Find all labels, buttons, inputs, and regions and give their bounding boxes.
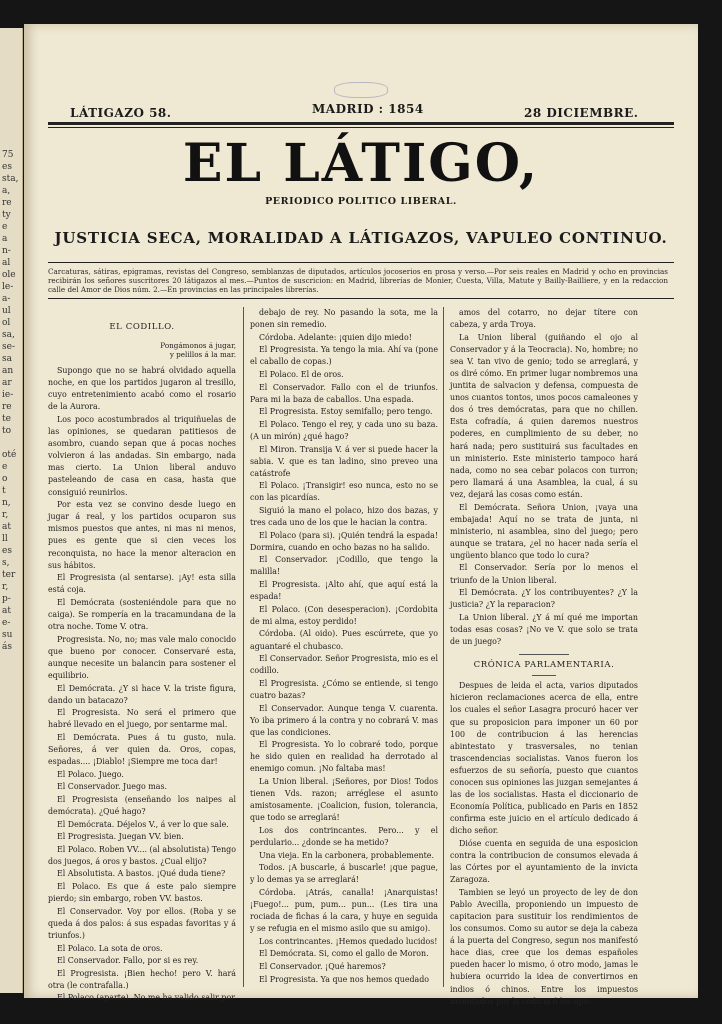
- masthead-subtitle: PERIODICO POLITICO LIBERAL.: [265, 196, 457, 207]
- paragraph: El Polaco. Tengo el rey, y cada uno su baza. (A un mirón) ¿qué hago?: [250, 419, 438, 441]
- epigraph-line: y pelillos á la mar.: [169, 350, 236, 360]
- subscription-rule-bottom: [48, 298, 674, 299]
- prev-page-fragment: ole: [2, 270, 16, 280]
- paragraph: El Conservador. Fallo, por si es rey.: [57, 956, 199, 966]
- prev-page-fragment: at: [2, 606, 11, 616]
- paragraph: El Conservador. Voy por ellos. (Roba y se queda á dos palos: á sus espadas favoritas y á triunfos.): [48, 906, 236, 940]
- prev-page-fragment: re: [2, 402, 12, 412]
- paragraph: El Polaco (aparte). No me ha valido salir por: [57, 993, 235, 1003]
- paragraph: Despues de leida el acta, varios diputados hicieron reclamaciones acerca de ella, entre los cuales el señor Lasagra procuró hacer ver que su proposicion para imponer un 60 por 100 de contribucion á las herencias abintestato y trasversales, no tenian trascendencias socialistas. Vanos fueron los esfuerzos de su señoría, puesto que cuantos conocen sus opiniones las juzgan semejantes á las de los socialistas. Hasta el diccionario de Economía Política, publicado en Paris en 1852 confirma este juicio en el artículo dedicado á dicho señor.: [450, 681, 638, 836]
- paragraph: El Polaco. La sota de oros.: [57, 943, 163, 953]
- paragraph: Los contrincantes. ¡Hemos quedado lucidos!: [259, 936, 438, 946]
- paragraph: El Progresista. Juegan VV. bien.: [57, 832, 184, 842]
- prev-page-fragment: oté: [2, 450, 17, 460]
- prev-page-fragment: ie-: [2, 390, 14, 400]
- paragraph: El Conservador. ¡Qué haremos?: [259, 961, 386, 971]
- paragraph: Los poco acostumbrados al triquiñuelas de las opiniones, se quedaran patitiesos de asombro, cuando sepan que á pocas noches volvieron á las andadas. Sin embargo, nada mas cierto. La Union liberal anduvo pasteleando de casa en casa, hasta que consiguió reunirlos.: [48, 414, 236, 497]
- prev-page-fragment: ás: [2, 642, 12, 652]
- paragraph: El Progresista. Ya tengo la mia. Ahí va (pone el caballo de copas.): [250, 345, 438, 367]
- prev-page-fragment: es: [2, 546, 12, 556]
- article-column-1: [48, 307, 236, 1003]
- article-column-2: [250, 307, 438, 997]
- masthead-title: EL LÁTIGO,: [182, 133, 540, 194]
- prev-page-fragment: se-: [2, 342, 15, 352]
- column-divider: [243, 307, 244, 987]
- section-heading: CRÓNICA PARLAMENTARIA.: [473, 660, 615, 671]
- paragraph: Una vieja. En la carbonera, probablemente.: [259, 850, 434, 860]
- epigraph-line: Pongámonos á jugar,: [160, 341, 236, 351]
- paragraph: Córdoba. ¡Atrás, canalla! ¡Anarquistas! ¡Fuego!... pum, pum... pun... (Les tira una rociada de fichas á la cara, y huye en seguida y se refugia en el mismo asilo que su amigo).: [250, 887, 438, 934]
- prev-page-fragment: ty: [2, 210, 11, 220]
- paragraph: El Polaco. Juego.: [57, 769, 124, 779]
- newspaper-page: [24, 24, 698, 1006]
- prev-page-fragment: e: [2, 222, 8, 232]
- paragraph: El Conservador. ¡Codillo, que tengo la malilla!: [250, 555, 438, 577]
- library-stamp: [334, 82, 388, 98]
- prev-page-fragment: n,: [2, 498, 11, 508]
- header-rule-top: [48, 122, 674, 125]
- masthead-motto: JUSTICIA SECA, MORALIDAD A LÁTIGAZOS, VAPULEO CONTINUO.: [54, 229, 668, 247]
- paragraph: Todos. ¡A buscarle, á buscarle! ¡que pague, y lo demas ya se arreglará!: [250, 863, 438, 885]
- section-rule: [519, 654, 569, 655]
- paragraph: El Conservador. Fallo con el de triunfos. Para mi la baza de caballos. Una espada.: [250, 382, 438, 404]
- paragraph: El Demócrata. Pues á tu gusto, nula. Señores, á ver quien da. Oros, copas, espadas.... ¡Diablo! ¡Siempre me toca dar!: [48, 732, 236, 767]
- prev-page-fragment: 75: [2, 150, 14, 160]
- paragraph: El Progresista. Ya que nos hemos quedado: [259, 974, 430, 984]
- paragraph: Los dos contrincantes. Pero... y el perdulario... ¿donde se ha metido?: [250, 825, 438, 848]
- column-divider: [443, 307, 444, 987]
- paragraph: El Conservador. Juego mas.: [57, 782, 168, 792]
- prev-page-fragment: ar: [2, 378, 12, 388]
- prev-page-fragment: n-: [2, 246, 11, 256]
- paragraph: El Progresista. ¡Alto ahí, que aquí está la espada!: [250, 580, 438, 602]
- paragraph: La Union liberal. ¿Y á mí qué me importan todas esas cosas? ¡No ve V. que solo se trata de un juego?: [450, 612, 638, 647]
- prev-page-fragment: p-: [2, 594, 11, 604]
- prev-page-fragment: to: [2, 426, 12, 436]
- issue-date: 28 DICIEMBRE.: [524, 106, 639, 120]
- city-year: MADRID : 1854: [312, 102, 424, 116]
- paragraph: El Progresista. Yo lo cobraré todo, porque he sido quien en realidad ha derrotado al enemigo comun. ¡No faltaba mas!: [250, 740, 438, 774]
- prev-page-fragment: sa,: [2, 330, 15, 340]
- article-heading: EL CODILLO.: [109, 322, 175, 332]
- paragraph: El Polaco. Es que á este palo siempre pierdo; sin embargo, roben VV. bastos.: [48, 882, 236, 904]
- paragraph: El Polaco (para si). ¡Quién tendrá la espada! Dormira, cuando en ocho bazas no ha salido.: [250, 530, 438, 552]
- prev-page-fragment: a,: [2, 186, 11, 196]
- prev-page-fragment: ol: [2, 318, 11, 328]
- paragraph: El Demócrata. ¿Y los contribuyentes? ¿Y la justicia? ¿Y la reparacion?: [450, 588, 638, 610]
- prev-page-fragment: le-: [2, 282, 14, 292]
- prev-page-fragment: ll: [2, 534, 8, 544]
- paragraph: El Miron. Transija V. á ver si puede hacer la sabia. V. que es tan ladino, sino preveo una catástrofe: [250, 444, 438, 478]
- paragraph: El Conservador. Aunque tenga V. cuarenta. Yo iba primero á la contra y no cobrará V. mas que las condiciones.: [250, 703, 438, 737]
- paragraph: debajo de rey. No pasando la sota, me la ponen sin remedio.: [250, 308, 438, 330]
- issue-number: LÁTIGAZO 58.: [70, 106, 172, 120]
- paragraph: amos del cotarro, no dejar títere con cabeza, y arda Troya.: [450, 308, 638, 330]
- paragraph: El Demócrata. Señora Union, ¡vaya una embajada! Aquí no se trata de junta, ni ministerio, ni asamblea, sino del juego; pero aunque se tratara, ¿el no hacer nada sería el ungüento blanco que todo lo cura?: [450, 502, 638, 560]
- paragraph: Supongo que no se habrá olvidado aquella noche, en que los partidos jugaron al tresillo, cuyo entretenimiento acabó como el rosario de la Aurora.: [48, 366, 236, 412]
- prev-page-fragment: ter: [2, 570, 16, 580]
- prev-page-fragment: r,: [2, 510, 9, 520]
- prev-page-fragment: te: [2, 414, 11, 424]
- paragraph: Dióse cuenta en seguida de una esposicion contra la contribucion de consumos elevada á las Córtes por el ayuntamiento de la invicta Zaragoza.: [450, 838, 638, 885]
- previous-page-edge: [0, 28, 23, 993]
- paragraph: El Polaco. El de oros.: [259, 369, 344, 379]
- paragraph: El Progresista (enseñando los naipes al demócrata). ¿Qué hago?: [48, 794, 236, 816]
- prev-page-fragment: s,: [2, 558, 10, 568]
- prev-page-fragment: o: [2, 474, 8, 484]
- paragraph: El Progresista. ¡Bien hecho! pero V. hará otra (le contrafalla.): [48, 968, 236, 990]
- subscription-rule-top: [48, 262, 674, 263]
- paragraph: El Polaco. ¡Transigir! eso nunca, esto no se con las picardías.: [250, 481, 438, 503]
- prev-page-fragment: a: [2, 234, 8, 244]
- prev-page-fragment: e-: [2, 618, 11, 628]
- paragraph: El Progresista (al sentarse). ¡Ay! esta silla está coja.: [48, 573, 236, 595]
- paragraph: El Demócrata (sosteniéndole para que no caiga). Se rompería en la tracamundana de la otra noche. Tome V. otra.: [48, 597, 236, 632]
- paragraph: El Progresista. No será el primero que habré llevado en el juego, por sentarme mal.: [48, 708, 236, 730]
- prev-page-fragment: an: [2, 366, 14, 376]
- prev-page-fragment: e: [2, 462, 8, 472]
- paragraph: El Conservador. Sería por lo menos el triunfo de la Union liberal.: [450, 563, 638, 585]
- prev-page-fragment: sa: [2, 354, 12, 364]
- paragraph: El Polaco. Roben VV.... (al absolutista) Tengo dos juegos, á oros y bastos. ¿Cual elijo?: [48, 844, 236, 866]
- paragraph: Córdoba. (Al oido). Pues escúrrete, que yo aguantaré el chubasco.: [250, 629, 438, 651]
- prev-page-fragment: a-: [2, 294, 11, 304]
- prev-page-fragment: t: [2, 486, 6, 496]
- paragraph: Córdoba. Adelante: ¡quien dijo miedo!: [259, 332, 412, 342]
- paragraph: El Demócrata. Déjelos V., á ver lo que sale.: [57, 819, 229, 829]
- prev-page-fragment: al: [2, 258, 11, 268]
- prev-page-fragment: es: [2, 162, 12, 172]
- paragraph: El Demócrata. Si, como el gallo de Moron.: [259, 949, 429, 959]
- prev-page-fragment: at: [2, 522, 11, 532]
- prev-page-fragment: re: [2, 198, 12, 208]
- paragraph: Tambien se leyó un proyecto de ley de don Pablo Avecilla, proponiendo un impuesto de capitacion para sustituir los rendimientos de los consumos. Como su autor se deja la cabeza á la puerta del Congreso, segun nos manifestó hace dias, cree que los demas españoles pueden hacer lo mismo, ó otro modo, jamas le hubiera ocurrido la idea de convertirnos en indios ó chinos. Entre los impuestos inventados por la codicia ó los apu-: [450, 887, 638, 1006]
- prev-page-fragment: r,: [2, 582, 9, 592]
- paragraph: La Union liberal (guiñando el ojo al Conservador y á la Teocracia). No, hombre; no sea V. tan vivo de genio; todo se arreglará, y os diré cómo. En primer lugar nombremos una juntita de salvacion y defensa, compuesta de unos cuantos tontos, unos pocos camaleones y dos ó tres demócratas, para que no chillen. Esta cofradía, á quien daremos nuestros poderes, en cumplimiento de su deber, no hará nada; pero sustituirá sus facultades en un ministerio. Este ministerio tampoco hará nada, como no sea cebar polacos con turron; pero llamará á una Asamblea, la cual, á su vez, dejará las cosas como están.: [450, 332, 638, 499]
- paragraph: El Polaco. (Con desesperacion). ¡Cordobita de mi alma, estoy perdido!: [250, 604, 438, 626]
- header-rule-top-thin: [48, 127, 674, 128]
- subscription-info: Carcaturas, sátiras, epigramas, revistas del Congreso, semblanzas de diputados, artículos jocoserios en prosa y verso.—Por seis reales en Madrid y ocho en provincias recibirán los señores suscritores 20 látigazos al mes.—Puntos de suscricion: en Madrid, librerías de Monier, Cuesta, Villa, Matute y Bailly-Bailliere, y en la redaccion calle del Amor de Dios núm. 2.—En provincias en las principales librerías.: [48, 267, 668, 294]
- paragraph: El Progresista. ¿Cómo se entiende, si tengo cuatro bazas?: [250, 678, 438, 700]
- paragraph: El Conservador. Señor Progresista, mio es el codillo.: [250, 654, 438, 676]
- paragraph: Por esta vez se convino desde luego en jugar á real, y los partidos ocuparon sus mismos puestos que antes, ni mas ni menos, pues es gente que si cien veces los reconquista, no hace la menor alteracion en sus hábitos.: [48, 500, 236, 570]
- article-column-3: [450, 307, 638, 1006]
- section-rule: [532, 675, 556, 676]
- paragraph: Progresista. No, no; mas vale malo conocido que bueno por conocer. Conservaré esta, aunque necesite un balancin para sostener el equilibrio.: [48, 634, 236, 680]
- prev-page-fragment: ul: [2, 306, 11, 316]
- paragraph: La Union liberal. ¡Señores, por Dios! Todos tienen Vds. razon; arréglese el asunto amistosamente. ¡Coalicion, fusion, tolerancia, que todo se arreglará!: [250, 777, 438, 823]
- paragraph: El Progresista. Estoy semifallo; pero tengo.: [259, 407, 433, 417]
- paragraph: El Demócrata. ¿Y si hace V. la triste figura, dando un batacazo?: [48, 683, 236, 705]
- prev-page-fragment: su: [2, 630, 13, 640]
- prev-page-fragment: sta,: [2, 174, 19, 184]
- paragraph: El Absolutista. A bastos. ¡Qué duda tiene?: [57, 869, 226, 879]
- paragraph: Siguió la mano el polaco, hizo dos bazas, y tres cada uno de los que le hacian la contra.: [250, 506, 438, 528]
